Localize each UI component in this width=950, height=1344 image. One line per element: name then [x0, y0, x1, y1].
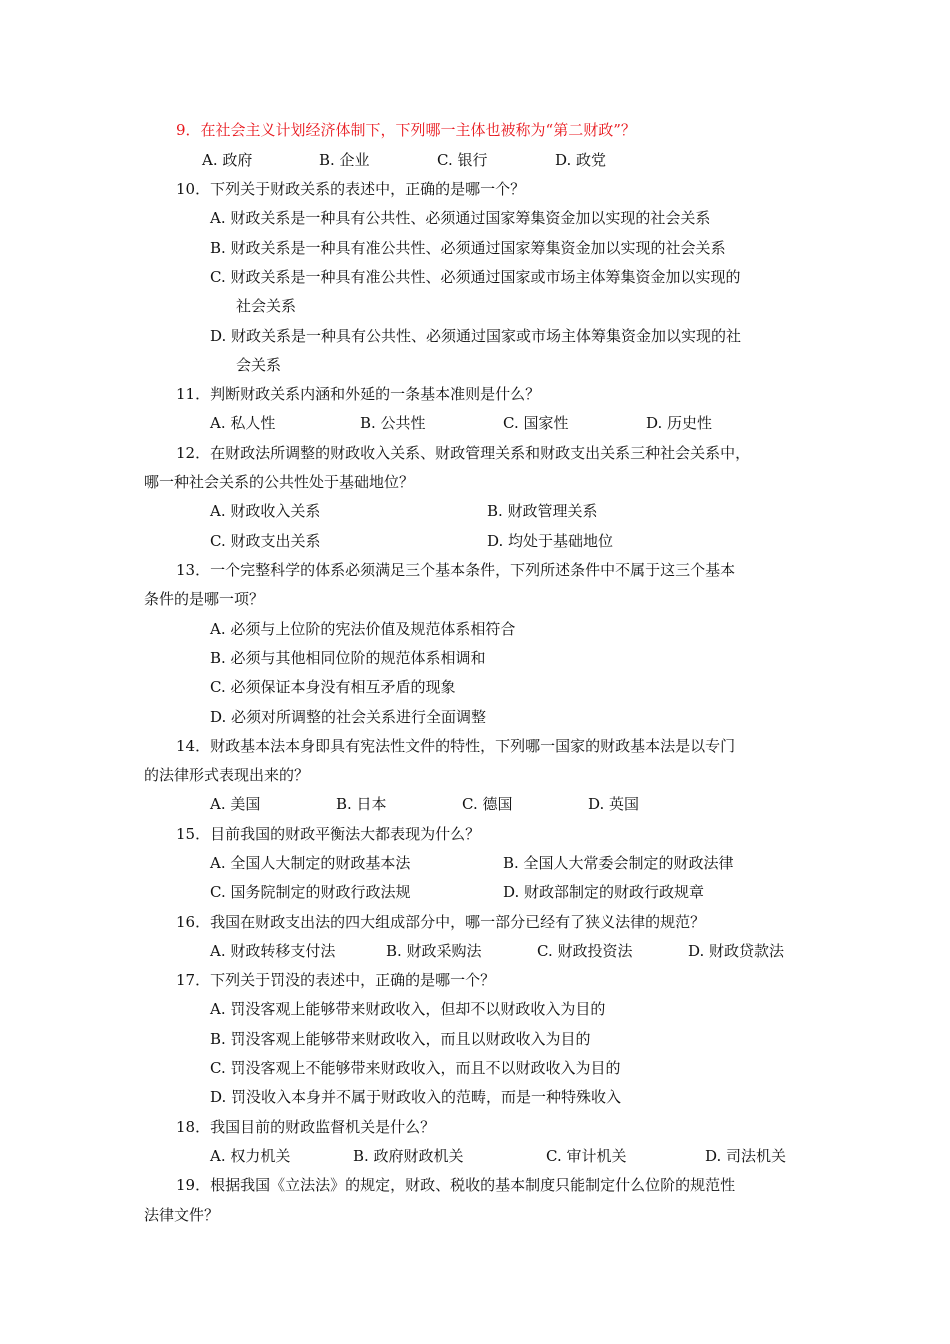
question-10-option-a: A. 财政关系是一种具有公共性、必须通过国家筹集资金加以实现的社会关系 [210, 209, 711, 227]
question-19-stem-cont: 法律文件？ [144, 1206, 220, 1224]
option-b: B. 财政采购法 [386, 942, 482, 960]
option-b: B. 财政管理关系 [487, 502, 598, 520]
option-b: B. 公共性 [360, 414, 426, 432]
option-c: C. 国务院制定的财政行政法规 [210, 883, 411, 901]
option-a: A. 财政转移支付法 [210, 942, 336, 960]
option-b: B. 政府财政机关 [353, 1147, 464, 1165]
option-a: A. 美国 [210, 795, 261, 813]
option-d: D. 财政部制定的财政行政规章 [503, 883, 705, 901]
question-10-option-c: C. 财政关系是一种具有准公共性、必须通过国家或市场主体筹集资金加以实现的 [210, 268, 741, 286]
question-14-stem-cont: 的法律形式表现出来的？ [144, 766, 310, 784]
option-d: D. 政党 [555, 151, 607, 169]
option-c: C. 财政投资法 [537, 942, 633, 960]
question-11-stem: 11．判断财政关系内涵和外延的一条基本准则是什么？ [176, 385, 541, 403]
question-13-option-d: D. 必须对所调整的社会关系进行全面调整 [210, 708, 487, 726]
question-18-stem: 18．我国目前的财政监督机关是什么？ [176, 1118, 436, 1136]
question-13-option-b: B. 必须与其他相同位阶的规范体系相调和 [210, 649, 486, 667]
question-17-option-b: B. 罚没客观上能够带来财政收入，而且以财政收入为目的 [210, 1030, 591, 1048]
question-17-stem: 17．下列关于罚没的表述中，正确的是哪一个？ [176, 971, 496, 989]
option-d: D. 司法机关 [705, 1147, 787, 1165]
question-13-option-a: A. 必须与上位阶的宪法价值及规范体系相符合 [210, 620, 516, 638]
option-b: B. 企业 [319, 151, 370, 169]
option-a: A. 权力机关 [210, 1147, 291, 1165]
question-10-option-b: B. 财政关系是一种具有准公共性、必须通过国家筹集资金加以实现的社会关系 [210, 239, 726, 257]
question-16-stem: 16．我国在财政支出法的四大组成部分中，哪一部分已经有了狭义法律的规范？ [176, 913, 706, 931]
option-d: D. 均处于基础地位 [487, 532, 614, 550]
option-c: C. 财政支出关系 [210, 532, 321, 550]
option-c: C. 审计机关 [546, 1147, 627, 1165]
option-d: D. 英国 [588, 795, 640, 813]
question-19-stem: 19．根据我国《立法法》的规定，财政、税收的基本制度只能制定什么位阶的规范性 [176, 1176, 736, 1194]
question-9-stem: 9．在社会主义计划经济体制下，下列哪一主体也被称为“第二财政”？ [176, 121, 636, 139]
question-12-stem: 12．在财政法所调整的财政收入关系、财政管理关系和财政支出关系三种社会关系中， [176, 444, 751, 462]
question-13-option-c: C. 必须保证本身没有相互矛盾的现象 [210, 678, 456, 696]
option-d: D. 历史性 [646, 414, 713, 432]
option-b: B. 全国人大常委会制定的财政法律 [503, 854, 734, 872]
question-13-stem-cont: 条件的是哪一项？ [144, 590, 265, 608]
question-14-stem: 14．财政基本法本身即具有宪法性文件的特性，下列哪一国家的财政基本法是以专门 [176, 737, 736, 755]
option-a: A. 政府 [202, 151, 253, 169]
option-c: C. 德国 [462, 795, 513, 813]
question-10-stem: 10．下列关于财政关系的表述中，正确的是哪一个？ [176, 180, 526, 198]
question-10-option-d: D. 财政关系是一种具有公共性、必须通过国家或市场主体筹集资金加以实现的社 [210, 327, 742, 345]
question-15-stem: 15．目前我国的财政平衡法大都表现为什么？ [176, 825, 481, 843]
option-d: D. 财政贷款法 [688, 942, 785, 960]
question-10-option-c-cont: 社会关系 [236, 297, 297, 315]
question-17-option-d: D. 罚没收入本身并不属于财政收入的范畴，而是一种特殊收入 [210, 1088, 622, 1106]
option-b: B. 日本 [336, 795, 387, 813]
question-10-option-d-cont: 会关系 [236, 356, 282, 374]
option-c: C. 国家性 [503, 414, 569, 432]
option-a: A. 私人性 [210, 414, 276, 432]
option-c: C. 银行 [437, 151, 488, 169]
question-13-stem: 13．一个完整科学的体系必须满足三个基本条件，下列所述条件中不属于这三个基本 [176, 561, 736, 579]
question-12-stem-cont: 哪一种社会关系的公共性处于基础地位？ [144, 473, 415, 491]
question-17-option-a: A. 罚没客观上能够带来财政收入，但却不以财政收入为目的 [210, 1000, 606, 1018]
question-17-option-c: C. 罚没客观上不能够带来财政收入，而且不以财政收入为目的 [210, 1059, 621, 1077]
option-a: A. 财政收入关系 [210, 502, 321, 520]
option-a: A. 全国人大制定的财政基本法 [210, 854, 411, 872]
